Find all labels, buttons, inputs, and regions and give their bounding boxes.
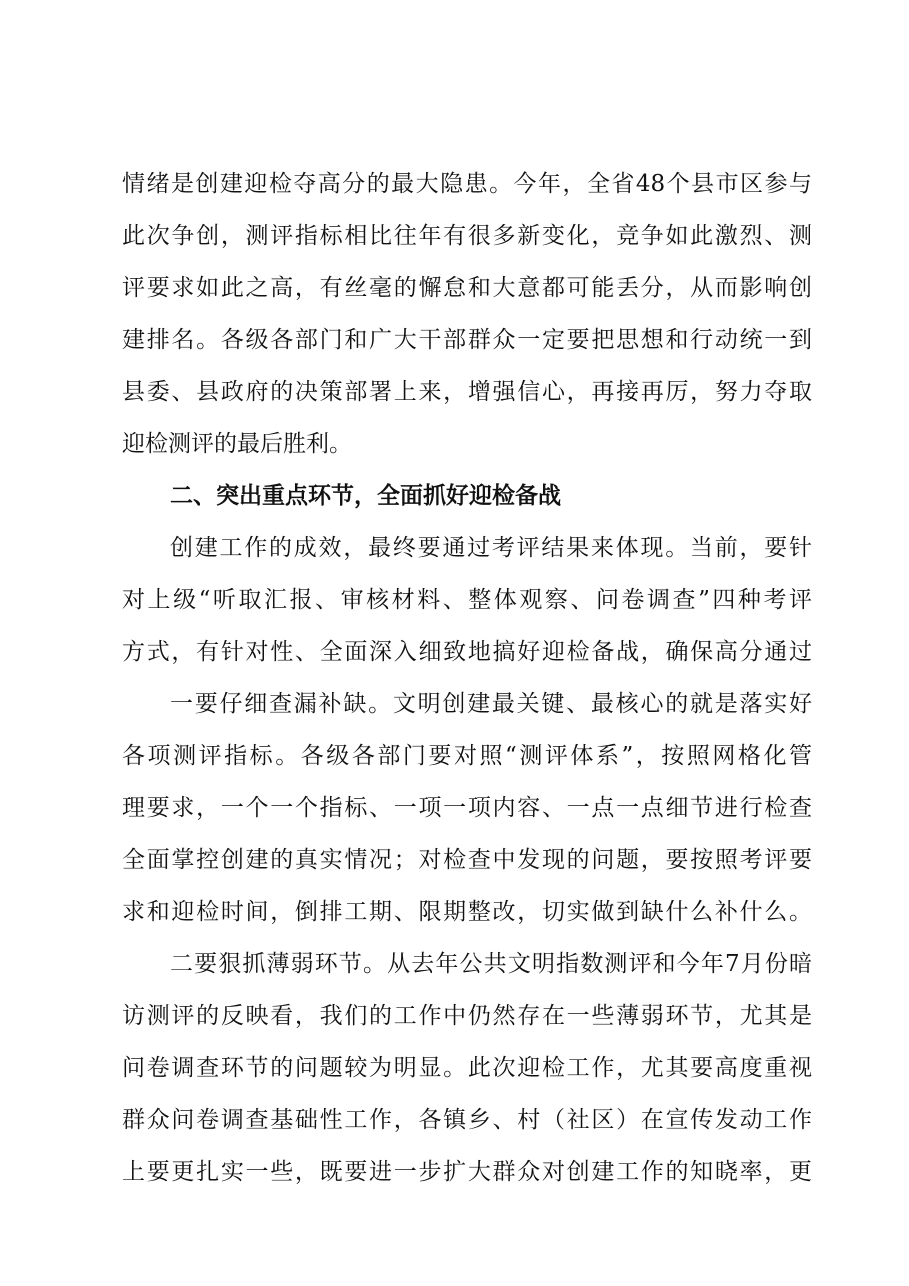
body-text-line: 县委、县政府的决策部署上来，增强信心，再接再厉，努力夺取 (122, 379, 812, 405)
body-text-line: 方式，有针对性、全面深入细致地搞好迎检备战，确保高分通过 (122, 639, 812, 665)
body-text-line: 问卷调查环节的问题较为明显。此次迎检工作，尤其要高度重视 (122, 1055, 812, 1081)
body-text-line: 创建工作的成效，最终要通过考评结果来体现。当前，要针 (170, 535, 812, 561)
body-text-line: 情绪是创建迎检夺高分的最大隐患。今年，全省48个县市区参与 (122, 171, 812, 197)
body-text-line: 理要求，一个一个指标、一项一项内容、一点一点细节进行检查 (122, 795, 812, 821)
body-text-line: 二要狠抓薄弱环节。从去年公共文明指数测评和今年7月份暗 (170, 951, 812, 977)
body-text-line: 上要更扎实一些，既要进一步扩大群众对创建工作的知晓率，更 (122, 1159, 812, 1185)
body-text-line: 评要求如此之高，有丝毫的懈怠和大意都可能丢分，从而影响创 (122, 275, 812, 301)
body-text-line: 此次争创，测评指标相比往年有很多新变化，竞争如此激烈、测 (122, 223, 812, 249)
body-text-line: 各项测评指标。各级各部门要对照“测评体系”，按照网格化管 (122, 743, 812, 769)
section-heading: 二、突出重点环节，全面抓好迎检备战 (170, 483, 561, 509)
body-text-line: 建排名。各级各部门和广大干部群众一定要把思想和行动统一到 (122, 327, 812, 353)
body-text-line: 求和迎检时间，倒排工期、限期整改，切实做到缺什么补什么。 (122, 899, 812, 925)
body-text-line: 访测评的反映看，我们的工作中仍然存在一些薄弱环节，尤其是 (122, 1003, 812, 1029)
body-text-line: 一要仔细查漏补缺。文明创建最关键、最核心的就是落实好 (170, 691, 812, 717)
body-text-line: 对上级“听取汇报、审核材料、整体观察、问卷调查”四种考评 (122, 587, 812, 613)
body-text-line: 全面掌控创建的真实情况；对检查中发现的问题，要按照考评要 (122, 847, 812, 873)
body-text-line: 群众问卷调查基础性工作，各镇乡、村（社区）在宣传发动工作 (122, 1107, 812, 1133)
body-text-line: 迎检测评的最后胜利。 (122, 431, 352, 457)
